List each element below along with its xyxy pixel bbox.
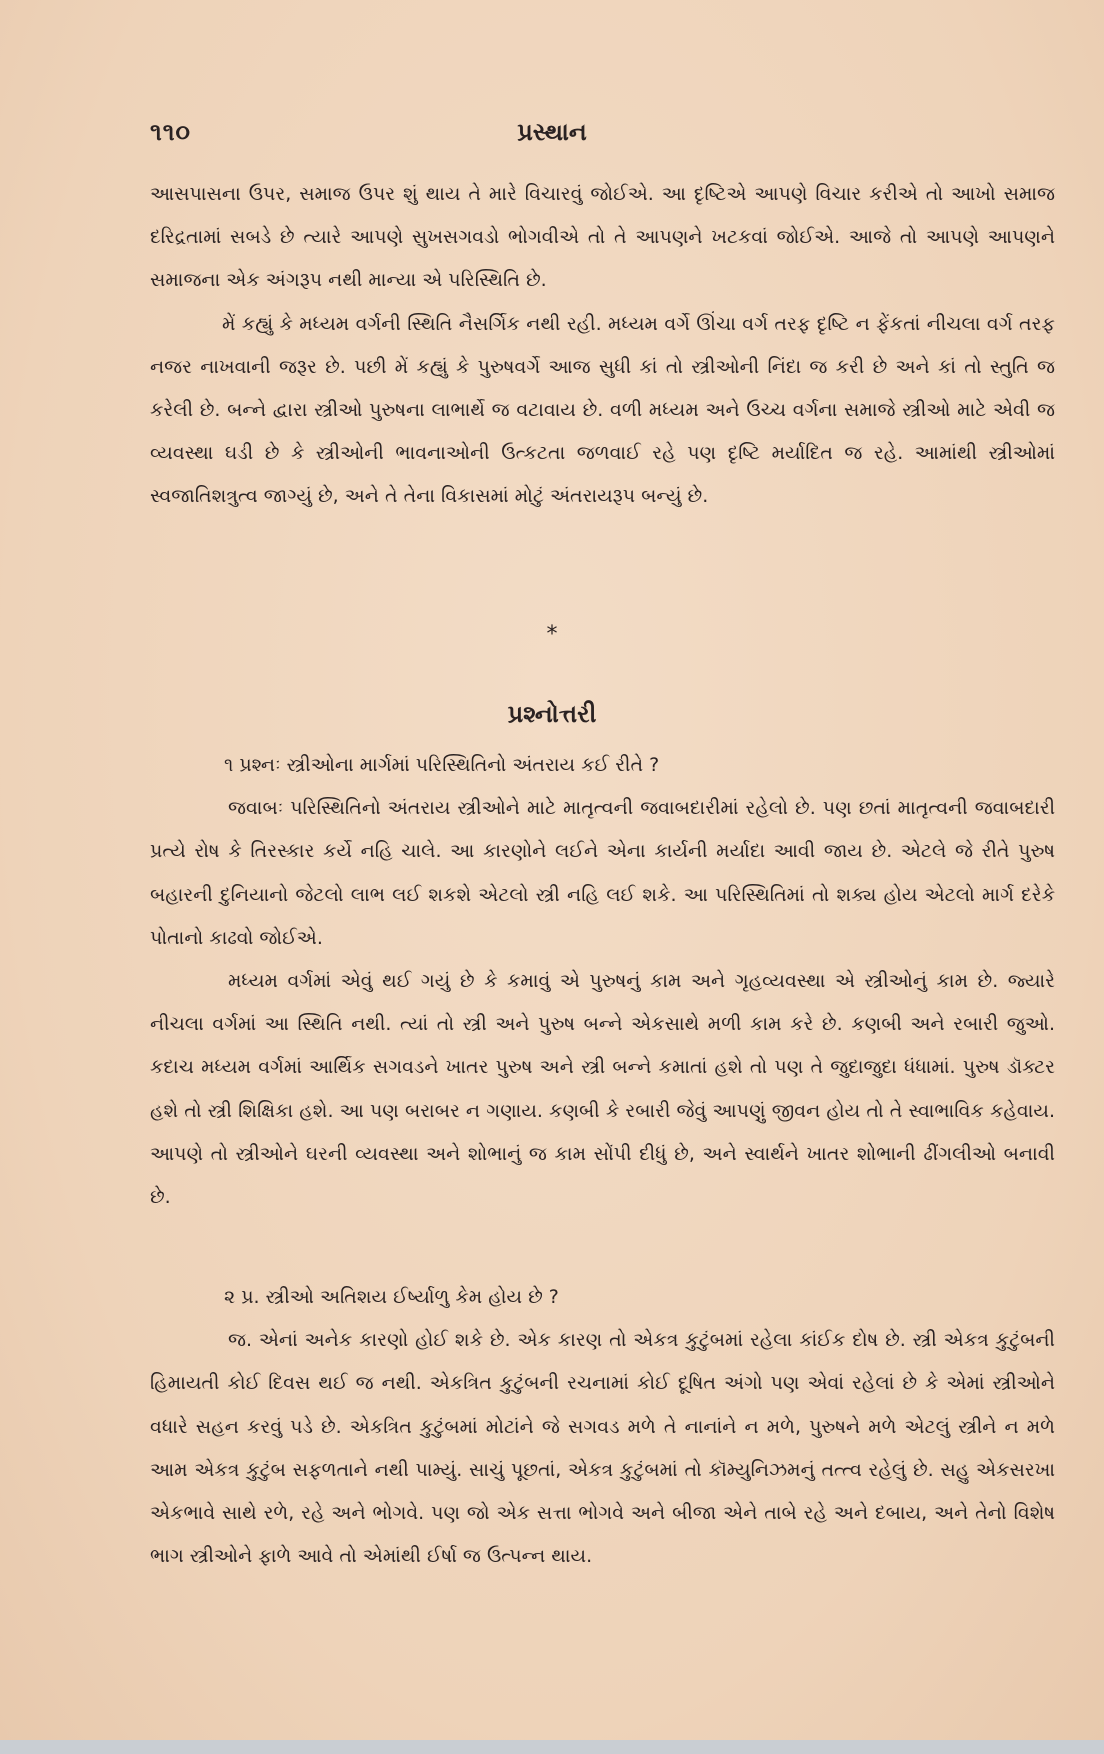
answer-2: જ. એનાં અનેક કારણો હોઈ શકે છે. એક કારણ તો એકત્ર કુટુંબમાં રહેલા કાંઈક દોષ છે. સ્ત્રી એકત્ર કુટુંબની હિમાયતી કોઈ દિવસ થઈ જ નથી. એકત્રિત કુટુંબની રચનામાં કોઈ દૂષિત અંગો પણ એવાં રહેલાં છે કે એમાં સ્ત્રીઓને વધારે સહન કરવું પડે છે. એકત્રિત કુટુંબમાં મોટાંને જે સગવડ મળે તે નાનાંને ન મળે, પુરુષને મળે એટલું સ્ત્રીને ન મળે આમ એકત્ર કુટુંબ સફળતાને નથી પામ્યું. સાચું પૂછતાં, એકત્ર કુટુંબમાં તો કૉમ્યુનિઝમનું તત્ત્વ રહેલું છે. સહુ એકસરખા એકભાવે સાથે રળે, રહે અને ભોગવે. પણ જો એક સત્તા ભોગવે અને બીજા એને તાબે રહે અને દબાય, અને તેનો વિશેષ ભાગ સ્ત્રીઓને ફાળે આવે તો એમાંથી ઈર્ષા જ ઉત્પન્ન થાય. [150, 1329, 1055, 1568]
paragraph-middle-class: મેં કહ્યું કે મધ્યમ વર્ગની સ્થિતિ નૈસર્ગિક નથી રહી. મધ્યમ વર્ગે ઊંચા વર્ગ તરફ દૃષ્ટિ ન ફેંકતાં નીચલા વર્ગ તરફ નજર નાખવાની જરૂર છે. પછી મેં કહ્યું કે પુરુષવર્ગે આજ સુધી કાં તો સ્ત્રીઓની નિંદા જ કરી છે અને કાં તો સ્તુતિ જ કરેલી છે. બન્ને દ્વારા સ્ત્રીઓ પુરુષના લાભાર્થે જ વટાવાય છે. વળી મધ્યમ અને ઉચ્ચ વર્ગના સમાજે સ્ત્રીઓ માટે એવી જ વ્યવસ્થા ઘડી છે કે સ્ત્રીઓની ભાવનાઓની ઉત્કટતા જળવાઈ રહે પણ દૃષ્ટિ મર્યાદિત જ રહે. આમાંથી સ્ત્રીઓમાં સ્વજાતિશત્રુત્વ જાગ્યું છે, અને તે તેના વિકાસમાં મોટું અંતરાયરૂપ બન્યું છે. [150, 312, 1055, 508]
answer-1-paragraph-2: મધ્યમ વર્ગમાં એવું થઈ ગયું છે કે કમાવું એ પુરુષનું કામ અને ગૃહવ્યવસ્થા એ સ્ત્રીઓનું કામ છે. જ્યારે નીચલા વર્ગમાં આ સ્થિતિ નથી. ત્યાં તો સ્ત્રી અને પુરુષ બન્ને એકસાથે મળી કામ કરે છે. કણબી અને રબારી જુઓ. કદાચ મધ્યમ વર્ગમાં આર્થિક સગવડને ખાતર પુરુષ અને સ્ત્રી બન્ને કમાતાં હશે તો પણ તે જુદાજુદા ધંધામાં. પુરુષ ડૉક્ટર હશે તો સ્ત્રી શિક્ષિકા હશે. આ પણ બરાબર ન ગણાય. કણબી કે રબારી જેવું આપણું જીવન હોય તો તે સ્વાભાવિક કહેવાય. આપણે તો સ્ત્રીઓને ઘરની વ્યવસ્થા અને શોભાનું જ કામ સોંપી દીધું છે, અને સ્વાર્થને ખાતર શોભાની ઢીંગલીઓ બનાવી છે. [150, 970, 1055, 1209]
section-heading: પ્રશ્નોત્તરી [507, 700, 597, 728]
running-title: પ્રસ્થાન [517, 118, 587, 146]
running-head [0, 118, 1104, 158]
answer-1-paragraph-1: જવાબઃ પરિસ્થિતિનો અંતરાય સ્ત્રીઓને માટે માતૃત્વની જવાબદારીમાં રહેલો છે. પણ છતાં માતૃત્વની જવાબદારી પ્રત્યે રોષ કે તિરસ્કાર કર્યે નહિ ચાલે. આ કારણોને લઈને એના કાર્યની મર્યાદા આવી જાય છે. એટલે જે રીતે પુરુષ બહારની દુનિયાનો જેટલો લાભ લઈ શકશે એટલો સ્ત્રી નહિ લઈ શકે. આ પરિસ્થિતિમાં તો શક્ય હોય એટલો માર્ગ દરેકે પોતાનો કાઢવો જોઈએ. [150, 797, 1055, 949]
qa-2 [150, 1276, 1055, 1578]
opening-text [150, 173, 1055, 519]
question-2: ૨ પ્ર. સ્ત્રીઓ અતિશય ઈર્ષ્યાળુ કેમ હોય છે ? [224, 1286, 559, 1308]
scan-border [0, 1740, 1104, 1754]
qa-1 [150, 744, 1055, 1219]
section-separator: * [546, 622, 558, 647]
question-1: ૧ પ્રશ્નઃ સ્ત્રીઓના માર્ગમાં પરિસ્થિતિનો અંતરાય કઈ રીતે ? [224, 754, 660, 776]
paragraph-continuation: આસપાસના ઉપર, સમાજ ઉપર શું થાય તે મારે વિચારવું જોઈએ. આ દૃષ્ટિએ આપણે વિચાર કરીએ તો આખો સમાજ દરિદ્રતામાં સબડે છે ત્યારે આપણે સુખસગવડો ભોગવીએ તો તે આપણને ખટકવાં જોઈએ. આજે તો આપણે આપણને સમાજના એક અંગરૂપ નથી માન્યા એ પરિસ્થિતિ છે. [150, 183, 1055, 292]
page-number: ૧૧૦ [150, 118, 191, 146]
